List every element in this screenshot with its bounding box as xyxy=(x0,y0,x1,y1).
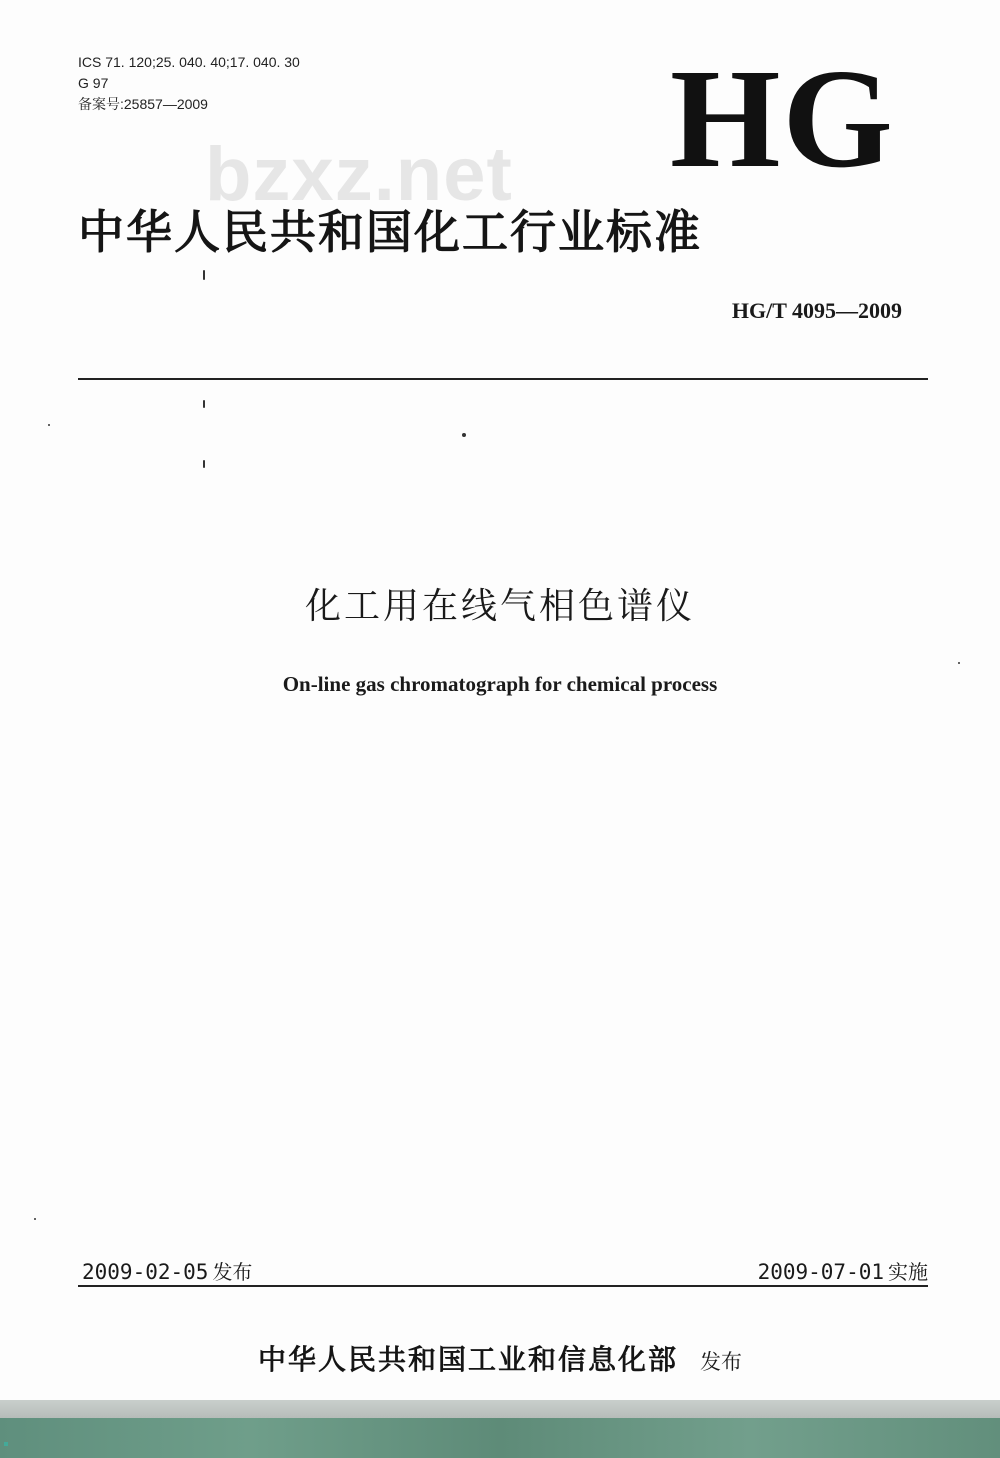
effective-date: 2009-07-01 xyxy=(757,1260,884,1284)
publisher xyxy=(0,1338,1000,1378)
scan-speck xyxy=(203,400,205,408)
corner-mark xyxy=(4,1442,8,1446)
watermark: bzxz.net xyxy=(205,132,513,217)
document-title-english: On-line gas chromatograph for chemical process xyxy=(282,672,718,696)
scan-edge-band xyxy=(0,1400,1000,1458)
scan-speck xyxy=(34,1218,36,1220)
publisher-organization: 中华人民共和国工业和信息化部 xyxy=(257,1343,678,1376)
standard-category-title: 中华人民共和国化工行业标准 xyxy=(78,205,702,259)
scan-speck xyxy=(203,460,205,468)
issue-label: 发布 xyxy=(212,1260,253,1284)
classification-code: G 97 xyxy=(78,75,109,91)
scan-speck xyxy=(48,424,50,426)
header-divider xyxy=(78,378,928,380)
document-title-chinese: 化工用在线气相色谱仪 xyxy=(304,586,695,627)
scan-edge-green xyxy=(0,1418,1000,1458)
standard-code: HG/T 4095—2009 xyxy=(731,298,902,323)
effective-label: 实施 xyxy=(888,1260,928,1284)
scan-speck xyxy=(203,270,205,280)
scan-speck xyxy=(462,433,466,437)
publisher-action: 发布 xyxy=(700,1350,742,1374)
scan-edge-gray xyxy=(0,1400,1000,1418)
header-metadata xyxy=(78,52,300,115)
scan-speck xyxy=(958,662,960,664)
effective-date-row xyxy=(758,1256,928,1285)
issue-date-row xyxy=(82,1256,252,1285)
hg-logo: HG xyxy=(670,39,895,197)
record-number: 备案号:25857—2009 xyxy=(78,96,208,112)
issue-date: 2009-02-05 xyxy=(82,1260,209,1284)
ics-code: ICS 71. 120;25. 040. 40;17. 040. 30 xyxy=(78,54,300,70)
footer-divider xyxy=(78,1285,928,1287)
